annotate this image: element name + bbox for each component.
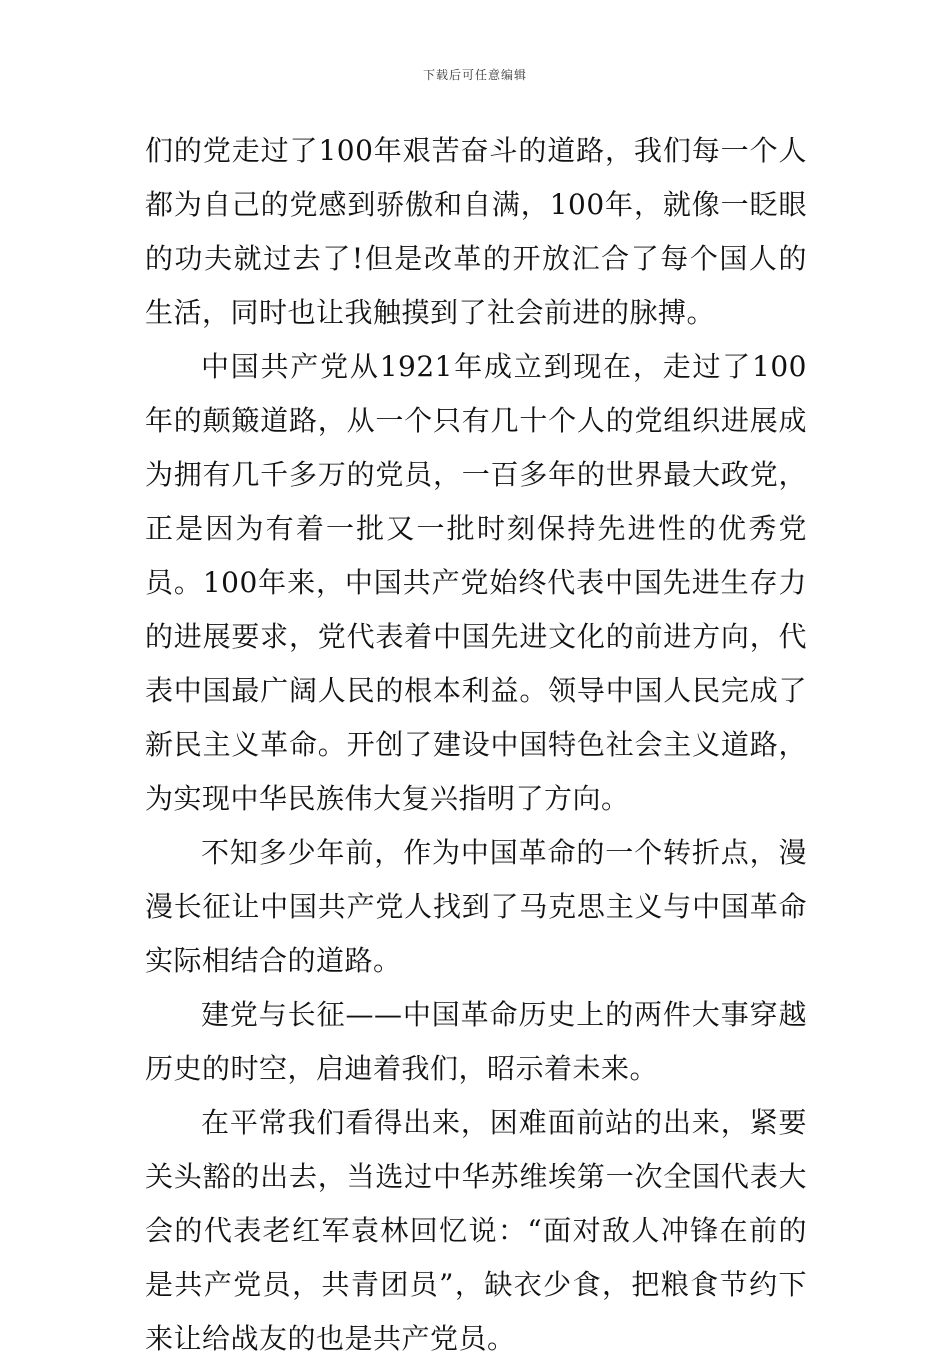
paragraph-1: 们的党走过了100年艰苦奋斗的道路，我们每一个人都为自己的党感到骄傲和自满，100年，就像一眨眼的功夫就过去了!但是改革的开放汇合了每个国人的生活，同时也让我触摸到了社会前进的脉搏。 bbox=[145, 134, 807, 329]
paragraph-5: 在平常我们看得出来，困难面前站的出来，紧要关头豁的出去，当选过中华苏维埃第一次全国代表大会的代表老红军袁林回忆说：“面对敌人冲锋在前的是共产党员，共青团员”，缺衣少食，把粮食节约下来让给战友的也是共产党员。 bbox=[145, 1106, 807, 1355]
paragraph-2: 中国共产党从1921年成立到现在，走过了100年的颠簸道路，从一个只有几十个人的党组织进展成为拥有几千多万的党员，一百多年的世界最大政党，正是因为有着一批又一批时刻保持先进性的优秀党员。100年来，中国共产党始终代表中国先进生存力的进展要求，党代表着中国先进文化的前进方向，代表中国最广阔人民的根本利益。领导中国人民完成了新民主义革命。开创了建设中国特色社会主义道路，为实现中华民族伟大复兴指明了方向。 bbox=[145, 350, 807, 815]
document-body bbox=[145, 124, 807, 1366]
header-note: 下载后可任意编辑 bbox=[422, 68, 527, 82]
paragraph-4: 建党与长征——中国革命历史上的两件大事穿越历史的时空，启迪着我们，昭示着未来。 bbox=[145, 998, 807, 1085]
paragraph-3: 不知多少年前，作为中国革命的一个转折点，漫漫长征让中国共产党人找到了马克思主义与中国革命实际相结合的道路。 bbox=[145, 836, 807, 977]
